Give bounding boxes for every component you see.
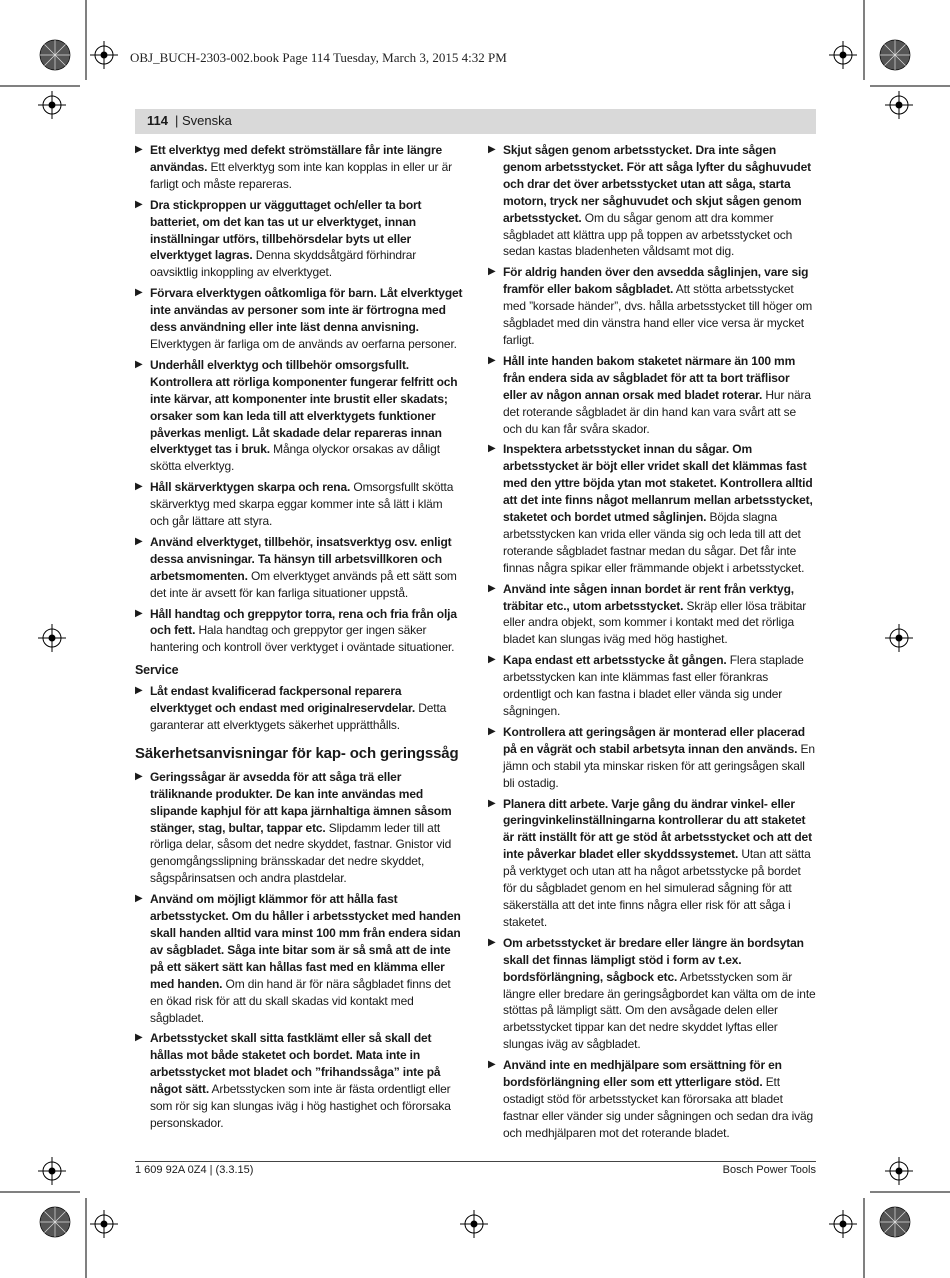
bullet-arrow-icon: ▶ [135,770,143,782]
bullet-arrow-icon: ▶ [488,797,496,809]
page-language: | Svenska [175,113,232,128]
item-body-text: Många olyckor orsakas av dåligt skötta elverktyg. [150,442,440,474]
item-body-text: Utan att sätta på verktyget och utan att ha något arbetsstycke på bordet för du sågbladet genom en hel simulerad sågning för att säkerställa att det inte finns några eller risk för att såga i staketet. [503,847,811,929]
item-bold-text: Förvara elverktygen oåtkomliga för barn. Låt elverktyget inte användas av personer som inte är förtrogna med dess användning eller inte läst denna anvisning. [150,286,463,335]
item-body-text: Hur nära det roterande sågbladet är din hand kan vara svårt att se och du kan får svåra skador. [503,387,811,436]
safety-item [488,935,816,1053]
bullet-arrow-icon: ▶ [488,144,496,155]
safety-item [135,357,463,475]
item-bold-text: Håll skärverktygen skarpa och rena. [150,480,351,495]
item-bold-text: Inspektera arbetsstycket innan du sågar. Om arbetsstycket är böjt eller vridet skall det klämmas fast med den yttre böjda ytan mot staketet. Kontrollera alltid att det inte finns något mellanrum mellan arbetsstycket, staketet och bordet utmed såglinjen. [503,442,813,525]
item-body-text: Slipdamm leder till att rörliga delar, såsom det nedre skyddet, fastnar. Gnistor vid genomgångsslipning bränsskadar det nedre skyddet, sågspårinsatsen och andra plastdelar. [150,820,452,886]
item-bold-text: Låt endast kvalificerad fackpersonal reparera elverktyget och endast med originalreservdelar. [150,684,416,716]
item-body-text: Skräp eller lösa träbitar eller andra objekt, som kommer i kontakt med det rörliga bladet kan slungas iväg med hög hastighet. [503,598,807,647]
safety-item [488,142,816,260]
footer-doc-number: 1 609 92A 0Z4 | (3.3.15) [135,1164,254,1176]
item-body-text: Hala handtag och greppytor ger ingen säker hantering och kontroll över verktyget i oväntade situationer. [150,623,455,655]
bullet-arrow-icon: ▶ [135,358,143,370]
item-body-text: Att stötta arbetsstycket med ”korsade händer”, dvs. hålla arbetsstycket till höger om sågbladet med din vänstra hand eller vice versa är mycket farligt. [503,282,813,347]
item-bold-text: Använd elverktyget, tillbehör, insatsverktyg osv. enligt dessa anvisningar. Ta hänsyn till arbetsvillkoren och arbetsmomenten. [150,534,452,583]
safety-item [135,197,463,282]
right-column [488,142,816,1146]
item-body-text: Böjda slagna arbetsstycken kan vrida eller vända sig och leda till att det roterande sågbladet fastnar medan du sågar. Det får inte finnas några spikar eller främmande objekt i arbetsstycket. [503,510,805,575]
item-body-text: Ett elverktyg som inte kan kopplas in eller ur är farligt och måste repareras. [150,159,452,191]
bullet-arrow-icon: ▶ [488,354,496,366]
item-body-text: Arbetsstycken som inte är fästa ordentligt eller som rör sig kan slungas iväg i hög hastighet och förorsaka personskador. [150,1082,451,1130]
item-bold-text: Arbetsstycket skall sitta fastklämt eller så skall det hållas mot både staketet och bordet. Mata inte in arbetsstycket mot bladet och ”frihandssåga” inte på något sätt. [150,1031,441,1097]
safety-item [135,479,463,530]
item-body-text: Flera staplade arbetsstycken kan inte klämmas fast eller förankras ordentligt och kan fastna i bladet eller vända sig under sågningen. [503,653,804,718]
bullet-arrow-icon: ▶ [135,144,143,155]
item-bold-text: Använd inte sågen innan bordet är rent från verktyg, träbitar etc., utom arbetsstycket. [503,581,794,613]
footer-rule [135,1161,816,1162]
bullet-arrow-icon: ▶ [135,607,143,619]
bullet-arrow-icon: ▶ [135,198,143,210]
item-body-text: Arbetsstycken som är längre eller bredare än geringsågbordet kan välta om de inte stöttas på lämpligt sätt. Om den avsågade delen eller arbetsstycket tippar kan det nedre skyddet lyftas eller slungas iväg av sågbladet. [503,969,816,1052]
bullet-arrow-icon: ▶ [488,725,496,737]
item-bold-text: Använd inte en medhjälpare som ersättning för en bordsförlängning eller som ett ytterligare stöd. [503,1058,782,1090]
item-bold-text: Planera ditt arbete. Varje gång du ändrar vinkel- eller geringvinkelinställningarna kontrollerar du att staketet är rätt inställt för att ge stöd åt arbetsstycket och att det inte påverkar bladet eller skyddssystemet. [503,796,812,862]
item-bold-text: Håll handtag och greppytor torra, rena och fria från olja och fett. [150,606,457,638]
item-bold-text: Geringssågar är avsedda för att såga trä eller träliknande produkter. De kan inte användas med slipande kaphjul för att kapa järnhaltiga ämnen såsom stänger, stag, bultar, tappar etc. [150,769,452,835]
safety-item [488,581,816,649]
page-header-bar [135,109,816,134]
print-info-line: OBJ_BUCH-2303-002.book Page 114 Tuesday, March 3, 2015 4:32 PM [130,50,507,65]
page-number: 114 [147,113,168,128]
item-body-text: Om din hand är för nära sågbladet finns det en ökad risk för att du skall skadas vid kontakt med sågbladet. [150,976,451,1025]
safety-item [135,1030,463,1131]
item-bold-text: Skjut sågen genom arbetsstycket. Dra inte sågen genom arbetsstycket. För att såga lyfter du såghuvudet och drar det över arbetsstycket utan att såga, starta motorn, tryck ner såghuvudet och skjut sågen genom arbetsstycket. [503,143,811,225]
safety-item [135,769,463,887]
safety-item [488,264,816,349]
bullet-arrow-icon: ▶ [135,685,143,697]
item-body-text: Denna skyddsåtgärd förhindrar oavsiktlig inkoppling av elverktyget. [150,248,417,280]
item-bold-text: Kapa endast ett arbetsstycke åt gången. [503,653,727,668]
safety-item [488,1057,816,1142]
safety-item [488,724,816,792]
item-bold-text: Ett elverktyg med defekt strömställare får inte längre användas. [150,143,443,174]
item-bold-text: Kontrollera att geringsågen är monterad eller placerad på en vågrät och stabil arbetsyta innan den används. [503,724,805,756]
safety-item [135,534,463,602]
safety-item [488,441,816,576]
item-body-text: Ett ostadigt stöd för arbetsstycket kan förorsaka att bladet fastnar eller vänder sig under sågningen och sedan dra iväg och medhjälparen mot det roterande bladet. [503,1075,814,1140]
item-body-text: Om du sågar genom att dra kommer sågbladet att klättra upp på toppen av arbetsstycket och sedan kastas bladenheten våldsamt mot dig. [503,210,793,259]
safety-item [135,891,463,1026]
safety-item [135,683,463,734]
safety-item [488,652,816,720]
item-bold-text: Underhåll elverktyg och tillbehör omsorgsfullt. Kontrollera att rörliga komponenter fungerar felfritt och inte kärvar, att komponenter inte brustit eller skadats; orsaker som kan leda till att elverktygets funktioner påverkas menligt. Låt skadade delar repareras innan elverktyget tas i bruk. [150,357,458,457]
bullet-arrow-icon: ▶ [488,654,496,666]
bullet-arrow-icon: ▶ [488,443,496,455]
bullet-arrow-icon: ▶ [135,287,143,299]
safety-item [135,285,463,353]
bullet-arrow-icon: ▶ [488,582,496,594]
safety-item [488,353,816,438]
bullet-arrow-icon: ▶ [488,266,496,278]
bullet-arrow-icon: ▶ [488,1059,496,1071]
item-bold-text: Dra stickproppen ur vägguttaget och/eller ta bort batteriet, om det kan tas ut ur elverktyget, innan inställningar utförs, tillbehörsdelar byts ut eller elverktyget lagras. [150,197,422,263]
item-bold-text: För aldrig handen över den avsedda såglinjen, vare sig framför eller bakom sågbladet. [503,265,809,297]
safety-item [135,142,463,193]
subheading: Service [135,663,179,678]
footer-brand: Bosch Power Tools [722,1164,816,1176]
bullet-arrow-icon: ▶ [135,481,143,493]
item-bold-text: Om arbetsstycket är bredare eller längre än bordsytan skall det finnas lämpligt stöd i form av t.ex. bordsförlängning, sågbock etc. [503,935,804,984]
section-heading: Säkerhetsanvisningar för kap- och geringssåg [135,744,459,762]
item-body-text: En jämn och stabil yta minskar risken för att geringsågen skall bli ostadig. [503,741,815,790]
item-body-text: Om elverktyget används på ett sätt som det inte är avsett för kan farliga situationer uppstå. [150,568,457,600]
safety-item [135,606,463,657]
bullet-arrow-icon: ▶ [135,1032,143,1044]
left-column [135,142,463,1136]
bullet-arrow-icon: ▶ [135,893,143,905]
bullet-arrow-icon: ▶ [135,535,143,547]
item-body-text: Omsorgsfullt skötta skärverktyg med skarpa eggar kommer inte så lätt i kläm och går lättare att styra. [150,480,454,529]
bullet-arrow-icon: ▶ [488,936,496,948]
item-body-text: Elverktygen är farliga om de används av oerfarna personer. [150,336,457,351]
item-bold-text: Använd om möjligt klämmor för att hålla fast arbetsstycket. Om du håller i arbetsstycket med handen skall handen alltid vara minst 100 mm från endera sidan av sågbladet. Såga inte bitar som är så små att de inte på ett säkert sätt kan hållas fast med en klämma eller med handen. [150,892,461,991]
item-bold-text: Håll inte handen bakom staketet närmare än 100 mm från endera sida av sågbladet för att ta bort träflisor eller av någon annan orsak med bladet roterar. [503,353,796,402]
item-body-text: Detta garanterar att elverktygets säkerhet upprätthålls. [150,701,447,732]
safety-item [488,796,816,931]
